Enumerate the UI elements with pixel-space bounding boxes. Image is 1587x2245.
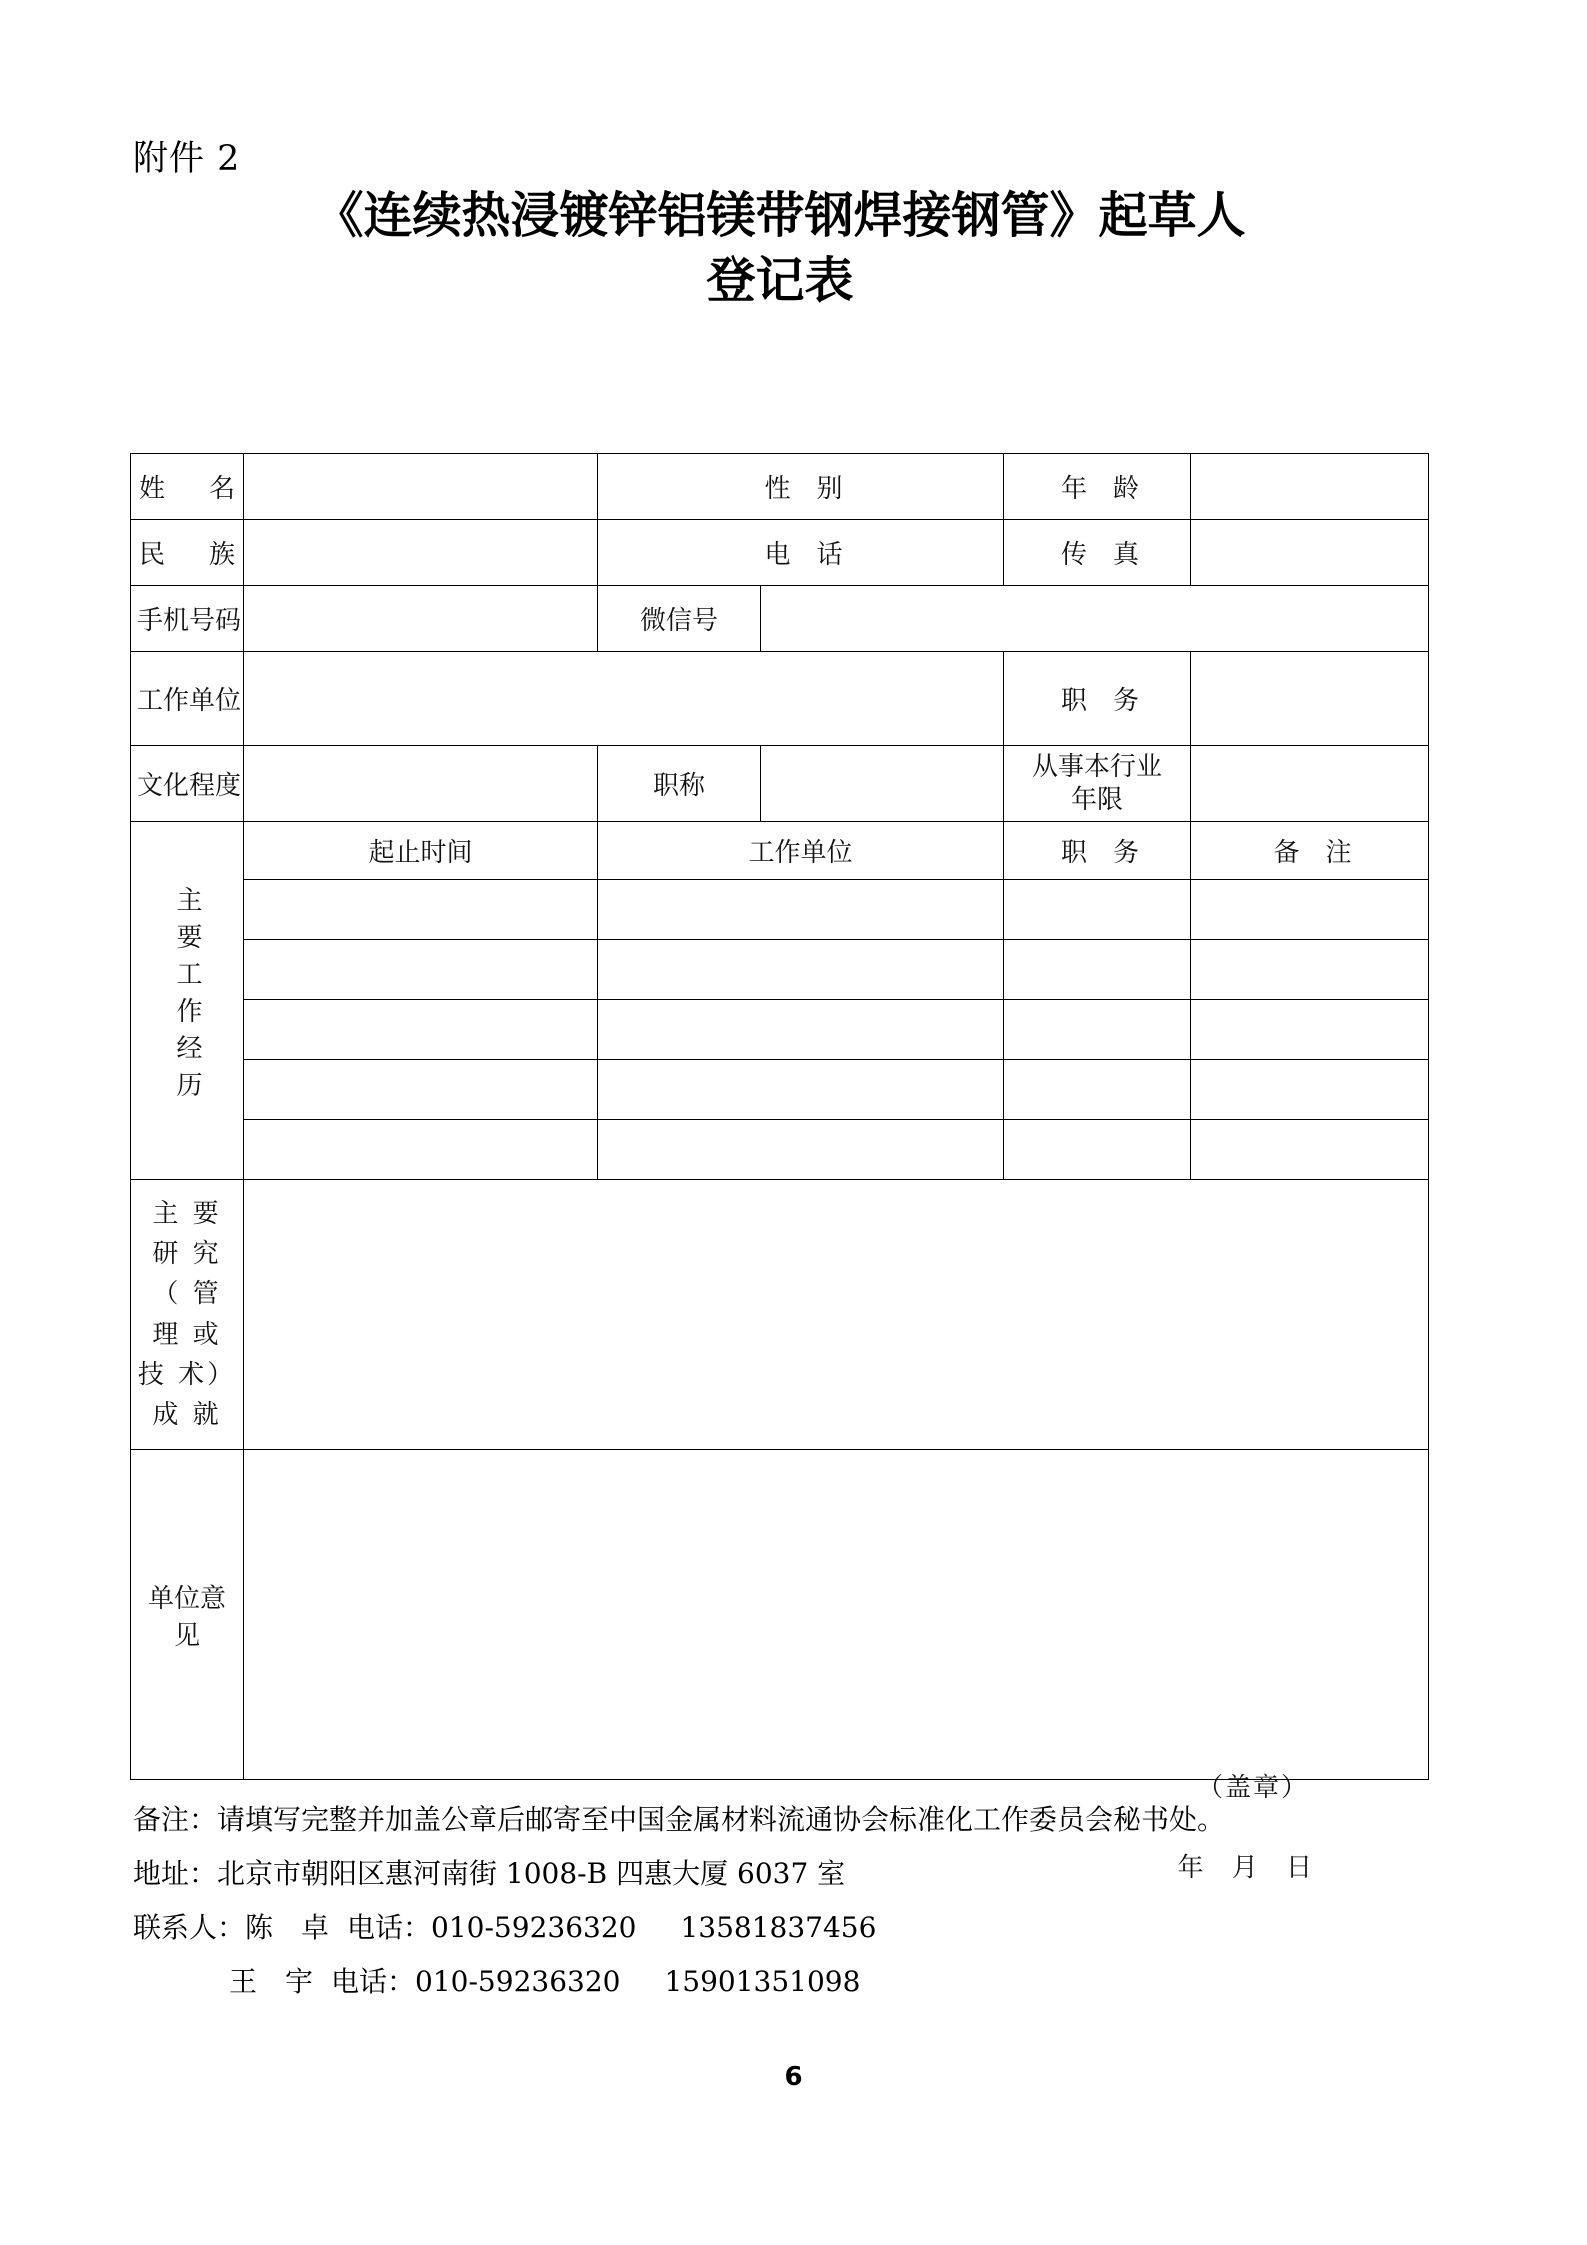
- header-remark: [1191, 822, 1429, 880]
- label-phone-text: 电 话: [764, 540, 843, 570]
- label-full-name: [131, 454, 244, 520]
- label-fax-text: 传 真: [1061, 540, 1140, 570]
- label-age: [1004, 454, 1191, 520]
- label-mobile: 手机号码: [131, 586, 244, 652]
- label-fax: [1004, 520, 1191, 586]
- header-remark-text: 备 注: [1273, 838, 1352, 868]
- cell-period[interactable]: [244, 1000, 598, 1060]
- label-age-text: 年 龄: [1061, 474, 1140, 504]
- contact-2-phone: 010-59236320: [415, 1965, 621, 1999]
- attachment-label: 附件 2: [133, 139, 241, 179]
- cell-employer[interactable]: [598, 1060, 1004, 1120]
- contact-1-mobile: 13581837456: [680, 1911, 877, 1945]
- label-unit-opinion: 单位意见: [131, 1450, 244, 1780]
- table-row: [131, 1060, 1429, 1120]
- field-achievements[interactable]: [244, 1180, 1429, 1450]
- cell-period[interactable]: [244, 940, 598, 1000]
- row-education-title-years: [131, 746, 1429, 822]
- label-ethnicity: [131, 520, 244, 586]
- label-position: [1004, 652, 1191, 746]
- date-day-label: 日: [1285, 1852, 1312, 1883]
- page-number: 6: [784, 2062, 803, 2092]
- note-contact-2: [133, 1955, 1463, 2009]
- table-row: [131, 880, 1429, 940]
- row-unit-opinion: [131, 1450, 1429, 1780]
- table-row: [131, 1120, 1429, 1180]
- cell-remark[interactable]: [1191, 880, 1429, 940]
- contact-1-phone: 010-59236320: [431, 1911, 637, 1945]
- header-position: [1004, 822, 1191, 880]
- field-ethnicity[interactable]: [244, 520, 598, 586]
- label-achievements: [131, 1180, 244, 1450]
- field-professional-title[interactable]: [761, 746, 1004, 822]
- cell-position[interactable]: [1004, 880, 1191, 940]
- table-row: [131, 940, 1429, 1000]
- label-work-experience: [131, 822, 244, 1180]
- label-gender: [598, 454, 1004, 520]
- field-industry-years[interactable]: [1191, 746, 1429, 822]
- page-title-line1: 《连续热浸镀锌铝镁带钢焊接钢管》起草人: [314, 187, 1246, 244]
- cell-employer[interactable]: [598, 1120, 1004, 1180]
- label-phone: [598, 520, 1004, 586]
- label-employer: 工作单位: [131, 652, 244, 746]
- label-achievements-line3: 技 术）成 就: [137, 1359, 237, 1431]
- row-name-gender-age: [131, 454, 1429, 520]
- cell-position[interactable]: [1004, 1060, 1191, 1120]
- table-row: [131, 1000, 1429, 1060]
- cell-period[interactable]: [244, 1120, 598, 1180]
- note-remark: 备注：请填写完整并加盖公章后邮寄至中国金属材料流通协会标准化工作委员会秘书处。: [133, 1803, 1226, 1836]
- header-position-text: 职 务: [1061, 838, 1140, 868]
- cell-period[interactable]: [244, 1060, 598, 1120]
- header-employer: 工作单位: [598, 822, 1004, 880]
- row-ethnicity-phone-fax: [131, 520, 1429, 586]
- field-employer[interactable]: [244, 652, 1004, 746]
- cell-employer[interactable]: [598, 880, 1004, 940]
- contact-2-mobile: 15901351098: [664, 1965, 861, 1999]
- page-title: [130, 183, 1430, 313]
- field-wechat[interactable]: [761, 586, 1429, 652]
- note-contact-1: [133, 1901, 1463, 1955]
- label-industry-years-line1: 从事本行业: [1031, 752, 1162, 782]
- cell-position[interactable]: [1004, 1120, 1191, 1180]
- contact-2-phone-label: 电话：: [331, 1965, 416, 1999]
- cell-remark[interactable]: [1191, 1000, 1429, 1060]
- field-mobile[interactable]: [244, 586, 598, 652]
- label-education: 文化程度: [131, 746, 244, 822]
- cell-remark[interactable]: [1191, 940, 1429, 1000]
- cell-employer[interactable]: [598, 940, 1004, 1000]
- field-age[interactable]: [1191, 454, 1429, 520]
- footer-notes: [133, 1793, 1463, 2009]
- label-position-text: 职 务: [1061, 686, 1140, 716]
- row-achievements: [131, 1180, 1429, 1450]
- label-full-name-text: 姓 名: [139, 474, 235, 504]
- header-period: 起止时间: [244, 822, 598, 880]
- date-year-label: 年: [1177, 1852, 1204, 1883]
- label-ethnicity-text: 民 族: [139, 540, 235, 570]
- note-address: 地址：北京市朝阳区惠河南街 1008-B 四惠大厦 6037 室: [133, 1857, 846, 1891]
- cell-remark[interactable]: [1191, 1120, 1429, 1180]
- contact-1-name: 联系人：陈 卓: [133, 1911, 330, 1945]
- label-professional-title: 职称: [598, 746, 761, 822]
- cell-remark[interactable]: [1191, 1060, 1429, 1120]
- field-full-name[interactable]: [244, 454, 598, 520]
- stamp-note: （盖章）: [1196, 1772, 1309, 1803]
- row-employer-position: [131, 652, 1429, 746]
- label-work-experience-text: 主要工作经历: [172, 886, 202, 1108]
- cell-period[interactable]: [244, 880, 598, 940]
- row-experience-header: [131, 822, 1429, 880]
- contact-1-phone-label: 电话：: [347, 1911, 432, 1945]
- field-education[interactable]: [244, 746, 598, 822]
- field-position[interactable]: [1191, 652, 1429, 746]
- label-wechat: 微信号: [598, 586, 761, 652]
- date-month-label: 月: [1231, 1852, 1258, 1883]
- label-industry-years-line2: 年限: [1070, 784, 1123, 815]
- label-achievements-line2: （ 管 理 或: [152, 1279, 222, 1350]
- field-fax[interactable]: [1191, 520, 1429, 586]
- label-gender-text: 性 别: [764, 474, 843, 504]
- cell-position[interactable]: [1004, 940, 1191, 1000]
- label-industry-years: [1004, 746, 1191, 822]
- label-achievements-line1: 主 要 研 究: [152, 1198, 222, 1269]
- row-mobile-wechat: [131, 586, 1429, 652]
- page-title-line2: 登记表: [706, 252, 854, 310]
- cell-position[interactable]: [1004, 1000, 1191, 1060]
- cell-employer[interactable]: [598, 1000, 1004, 1060]
- contact-2-name: 王 宇: [229, 1965, 314, 1999]
